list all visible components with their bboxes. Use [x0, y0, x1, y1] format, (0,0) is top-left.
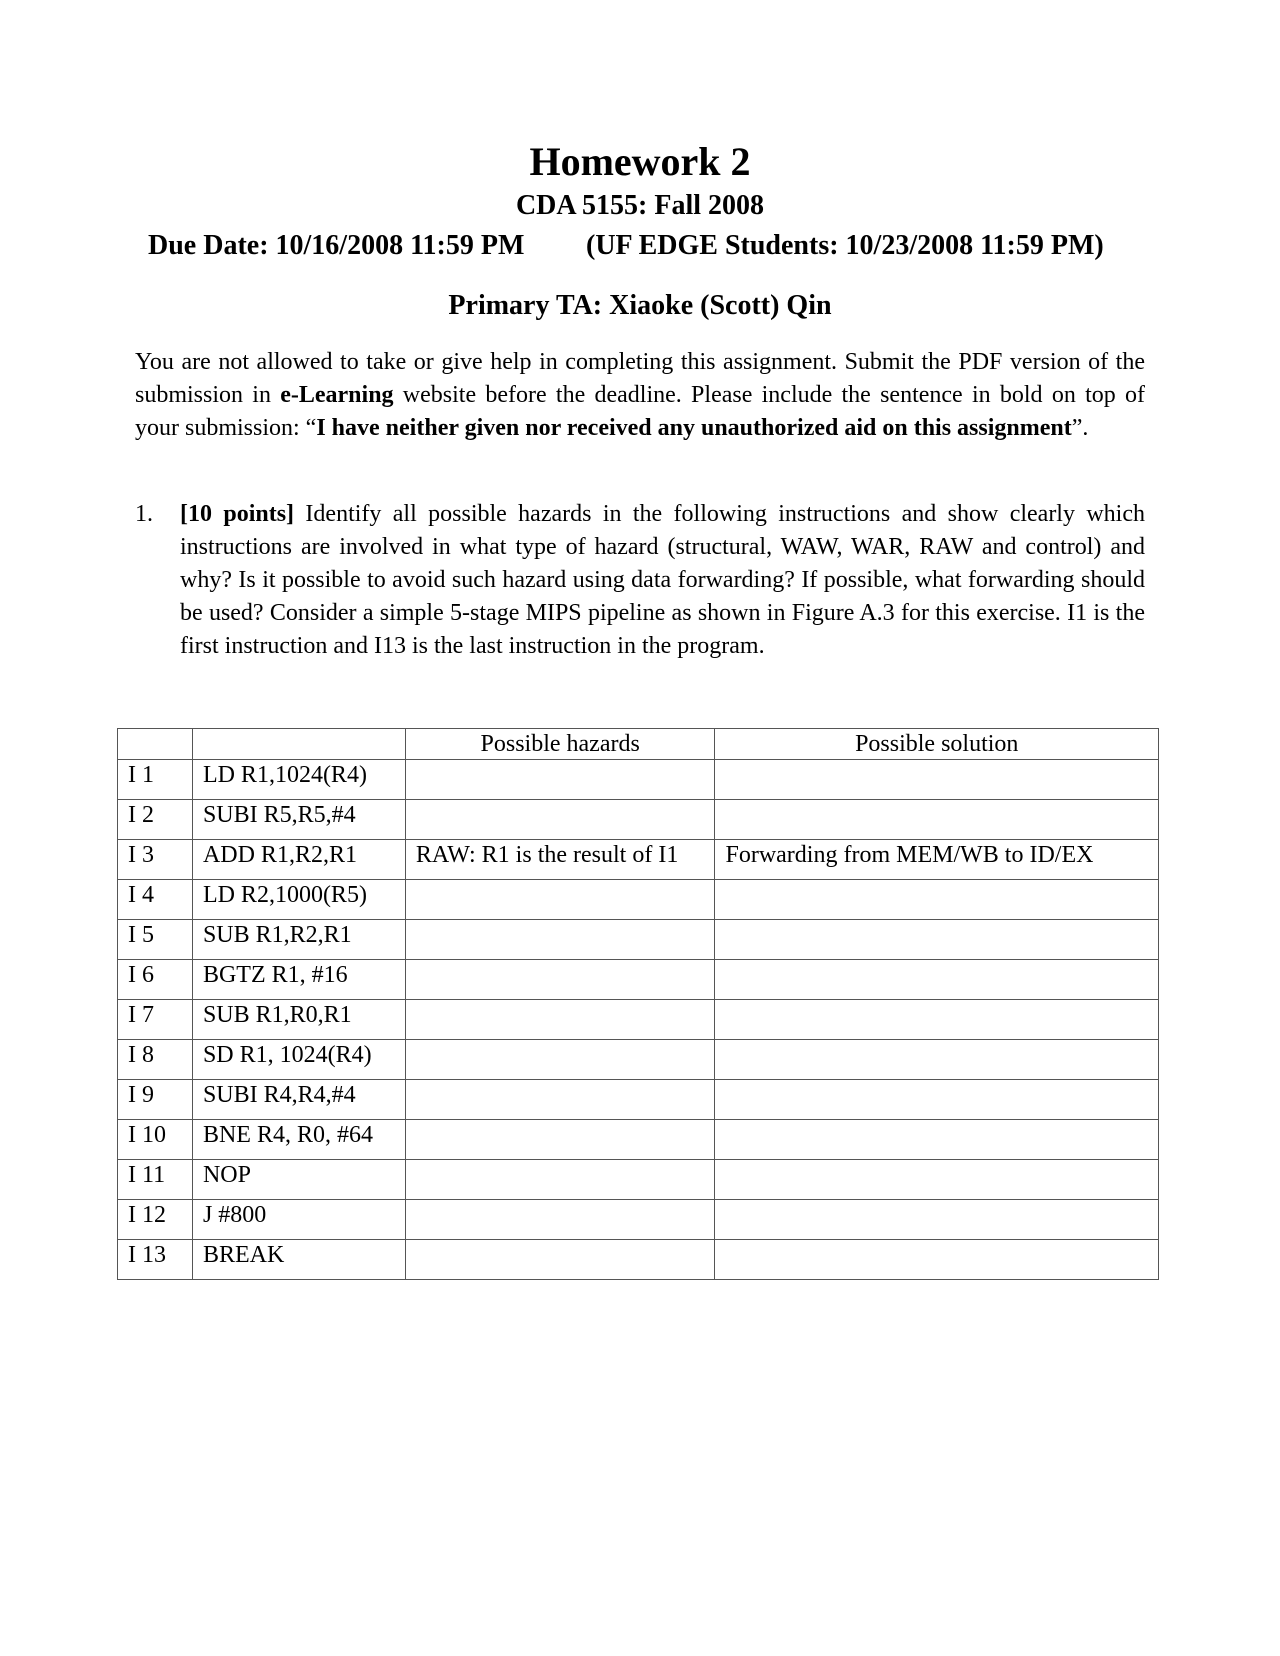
solution-cell: [715, 880, 1159, 920]
instruction-id: I 2: [118, 800, 193, 840]
due-date: Due Date: 10/16/2008 11:59 PM: [148, 230, 525, 261]
instruction-text: BGTZ R1, #16: [192, 960, 405, 1000]
hazard-cell: [405, 920, 715, 960]
table-row: [118, 1000, 1159, 1040]
intro-paragraph: [135, 346, 1145, 445]
hazard-cell: [405, 1160, 715, 1200]
instruction-text: SUBI R5,R5,#4: [192, 800, 405, 840]
instruction-text: SUB R1,R2,R1: [192, 920, 405, 960]
hazard-cell: [405, 800, 715, 840]
instruction-id: I 7: [118, 1000, 193, 1040]
intro-bold-pledge: I have neither given nor received any unauthorized aid on this assignment: [316, 415, 1072, 441]
table-row: [118, 1200, 1159, 1240]
table-header-row: [118, 729, 1159, 760]
header-cell-id: [118, 729, 193, 760]
table-row: [118, 800, 1159, 840]
instruction-text: SD R1, 1024(R4): [192, 1040, 405, 1080]
hazards-table: [117, 728, 1159, 1280]
primary-ta: Primary TA: Xiaoke (Scott) Qin: [448, 290, 832, 321]
solution-cell: [715, 1160, 1159, 1200]
hazard-cell: [405, 1120, 715, 1160]
instruction-text: BREAK: [192, 1240, 405, 1280]
table-row: [118, 1080, 1159, 1120]
table-row: [118, 840, 1159, 880]
solution-cell: [715, 1240, 1159, 1280]
instruction-id: I 6: [118, 960, 193, 1000]
instruction-id: I 10: [118, 1120, 193, 1160]
hazard-cell: [405, 960, 715, 1000]
instruction-id: I 8: [118, 1040, 193, 1080]
table-row: [118, 1240, 1159, 1280]
solution-cell: [715, 920, 1159, 960]
table-row: [118, 880, 1159, 920]
edge-due-date: (UF EDGE Students: 10/23/2008 11:59 PM): [586, 230, 1104, 261]
table-row: [118, 920, 1159, 960]
solution-cell: Forwarding from MEM/WB to ID/EX: [715, 840, 1159, 880]
solution-cell: [715, 960, 1159, 1000]
header-cell-solution: Possible solution: [715, 729, 1159, 760]
hazard-cell: [405, 880, 715, 920]
table-row: [118, 760, 1159, 800]
solution-cell: [715, 1040, 1159, 1080]
instruction-text: LD R1,1024(R4): [192, 760, 405, 800]
instruction-text: SUBI R4,R4,#4: [192, 1080, 405, 1120]
hazard-cell: [405, 1040, 715, 1080]
question-number: 1.: [135, 501, 153, 527]
hazard-cell: RAW: R1 is the result of I1: [405, 840, 715, 880]
table-row: [118, 1160, 1159, 1200]
question-points: [10 points]: [180, 501, 295, 527]
instruction-text: LD R2,1000(R5): [192, 880, 405, 920]
instruction-text: ADD R1,R2,R1: [192, 840, 405, 880]
intro-bold-elearning: e-Learning: [280, 382, 394, 408]
instruction-text: SUB R1,R0,R1: [192, 1000, 405, 1040]
instruction-id: I 12: [118, 1200, 193, 1240]
solution-cell: [715, 760, 1159, 800]
intro-text-2: website before the deadline. Please include the sentence in bold on top of your submission: “: [135, 382, 1145, 441]
hazard-cell: [405, 1240, 715, 1280]
header-cell-hazards: Possible hazards: [405, 729, 715, 760]
instruction-id: I 4: [118, 880, 193, 920]
intro-text-1: You are not allowed to take or give help in completing this assignment. Submit the PDF version of the submission in: [135, 349, 1145, 408]
question-body: Identify all possible hazards in the following instructions and show clearly which instructions are involved in what type of hazard (structural, WAW, WAR, RAW and control) and why? Is it possible to avoid such hazard using data forwarding? If possible, what forwarding should be used? Consider a simple 5-stage MIPS pipeline as shown in Figure A.3 for this exercise. I1 is the first instruction and I13 is the last instruction in the program.: [180, 501, 1145, 659]
hazard-cell: [405, 1000, 715, 1040]
hazard-cell: [405, 760, 715, 800]
instruction-id: I 11: [118, 1160, 193, 1200]
course-title: CDA 5155: Fall 2008: [515, 190, 765, 221]
table-row: [118, 1120, 1159, 1160]
solution-cell: [715, 1120, 1159, 1160]
intro-text-3: ”.: [1071, 415, 1089, 441]
table-row: [118, 1040, 1159, 1080]
instruction-text: BNE R4, R0, #64: [192, 1120, 405, 1160]
instruction-id: I 5: [118, 920, 193, 960]
solution-cell: [715, 1200, 1159, 1240]
table-row: [118, 960, 1159, 1000]
hazard-cell: [405, 1080, 715, 1120]
solution-cell: [715, 800, 1159, 840]
instruction-text: J #800: [192, 1200, 405, 1240]
instruction-text: NOP: [192, 1160, 405, 1200]
instruction-id: I 3: [118, 840, 193, 880]
header-cell-instruction: [192, 729, 405, 760]
hazard-cell: [405, 1200, 715, 1240]
page-title: Homework 2: [529, 139, 751, 184]
question-1: [135, 498, 1145, 663]
instruction-id: I 1: [118, 760, 193, 800]
solution-cell: [715, 1000, 1159, 1040]
solution-cell: [715, 1080, 1159, 1120]
question-text: [180, 498, 1145, 663]
instruction-id: I 13: [118, 1240, 193, 1280]
instruction-id: I 9: [118, 1080, 193, 1120]
